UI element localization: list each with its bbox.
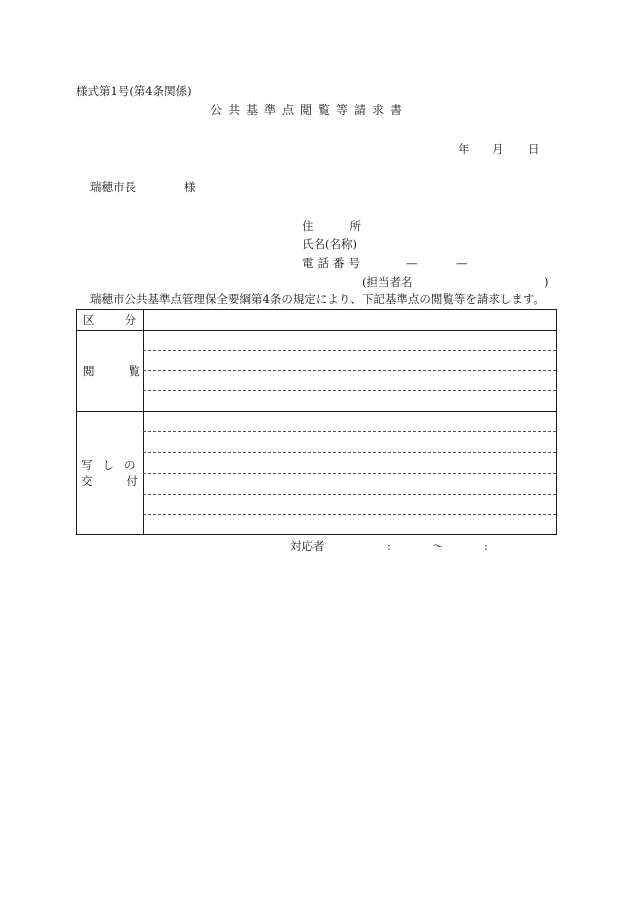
address-label: 住所 xyxy=(302,219,397,233)
request-statement: 瑞穂市公共基準点管理保全要綱第4条の規定により、下記基準点の閲覧等を請求します。 xyxy=(90,292,545,306)
date-year-label: 年 xyxy=(458,142,470,156)
copy-issuance-label-line1: 写しの xyxy=(81,458,146,472)
copy-issuance-label-line2: 交付 xyxy=(81,474,172,488)
phone-label: 電話番号 xyxy=(302,256,364,270)
copy-entry-line[interactable] xyxy=(143,514,556,515)
time-colon-end: : xyxy=(484,539,488,553)
request-table xyxy=(76,309,557,535)
addressee-honorific: 様 xyxy=(184,180,196,194)
time-range-tilde: 〜 xyxy=(432,539,444,553)
name-label: 氏名(名称) xyxy=(302,237,357,251)
category-header: 区分 xyxy=(83,313,166,327)
table-row-divider xyxy=(77,330,556,331)
addressee-name: 瑞穂市長 xyxy=(90,180,136,194)
viewing-entry-line[interactable] xyxy=(143,370,556,371)
contact-person-label: (担当者名 xyxy=(362,275,413,289)
viewing-entry-line[interactable] xyxy=(143,350,556,351)
date-month-label: 月 xyxy=(492,142,504,156)
viewing-label: 閲覧 xyxy=(83,364,174,378)
copy-entry-line[interactable] xyxy=(143,431,556,432)
phone-separator-1: — xyxy=(406,256,418,270)
date-day-label: 日 xyxy=(528,142,540,156)
form-number: 様式第1号(第4条関係) xyxy=(76,84,192,98)
form-title: 公共基準点閲覧等請求書 xyxy=(210,103,409,117)
table-column-divider xyxy=(143,310,144,534)
responder-label: 対応者 xyxy=(290,539,325,553)
table-row-divider xyxy=(77,411,556,412)
time-colon-start: : xyxy=(387,539,391,553)
copy-entry-line[interactable] xyxy=(143,494,556,495)
copy-entry-line[interactable] xyxy=(143,473,556,474)
viewing-entry-line[interactable] xyxy=(143,390,556,391)
contact-person-close: ) xyxy=(544,275,549,289)
phone-separator-2: — xyxy=(456,256,468,270)
copy-entry-line[interactable] xyxy=(143,452,556,453)
